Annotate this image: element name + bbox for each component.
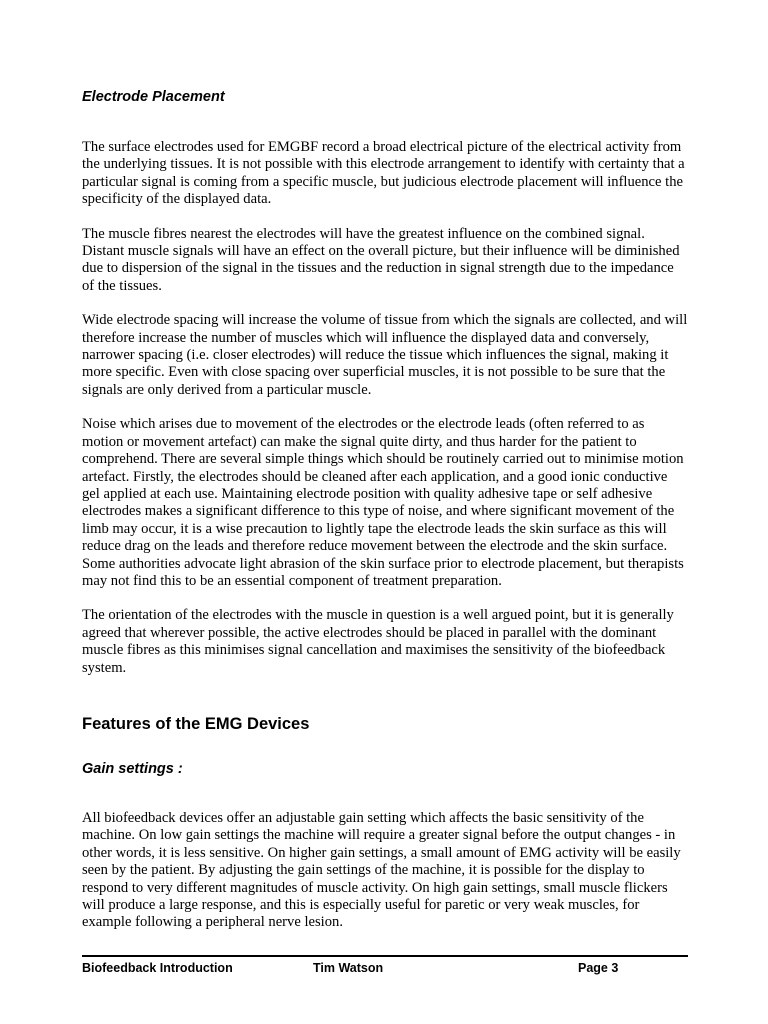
subheading-gain-settings: Gain settings : bbox=[82, 760, 183, 777]
paragraph-motion-artefact: Noise which arises due to movement of the electrodes or the electrode leads (often referred to as motion or movement artefact) can make the signal quite dirty, and thus harder for the patient to comprehend. There are several simple things which should be routinely carried out to minimise motion artefact. Firstly, the electrodes should be cleaned after each application, and a good ionic conductive gel applied at each use. Maintaining electrode position with quality adhesive tape or self adhesive electrodes makes a significant difference to this type of noise, and where significant movement of the limb may occur, it is a wise precaution to lightly tape the electrode leads the skin surface as this will reduce drag on the leads and therefore reduce movement between the electrode and the skin surface. Some authorities advocate light abrasion of the skin surface prior to electrode placement, but therapists may not find this to be an essential component of treatment preparation. bbox=[82, 416, 684, 589]
footer-author: Tim Watson bbox=[313, 961, 384, 975]
footer-page-number: Page 3 bbox=[578, 961, 619, 975]
section-heading-features: Features of the EMG Devices bbox=[82, 714, 310, 733]
footer-title: Biofeedback Introduction bbox=[82, 961, 233, 975]
paragraph-gain-settings: All biofeedback devices offer an adjustable gain setting which affects the basic sensitivity of the machine. On low gain settings the machine will require a greater signal before the output changes - in other words, it is less sensitive. On higher gain settings, a small amount of EMG activity will be easily seen by the patient. By adjusting the gain settings of the machine, it is possible for the display to respond to very different magnitudes of muscle activity. On high gain settings, small muscle flickers will produce a large response, and this is especially useful for paretic or very weak muscles, for example following a peripheral nerve lesion. bbox=[82, 809, 681, 931]
page-content bbox=[82, 88, 688, 932]
paragraph-surface-electrodes: The surface electrodes used for EMGBF record a broad electrical picture of the electrical activity from the underlying tissues. It is not possible with this electrode arrangement to identify with certainty that a particular signal is coming from a specific muscle, but judicious electrode placement will influence the specificity of the displayed data. bbox=[82, 139, 685, 208]
paragraph-electrode-orientation: The orientation of the electrodes with the muscle in question is a well argued point, but it is generally agreed that wherever possible, the active electrodes should be placed in parallel with the dominant muscle fibres as this minimises signal cancellation and maximises the sensitivity of the biofeedback system. bbox=[82, 607, 674, 676]
section-heading-electrode-placement: Electrode Placement bbox=[82, 89, 225, 105]
footer-divider bbox=[82, 955, 688, 957]
paragraph-muscle-fibres: The muscle fibres nearest the electrodes will have the greatest influence on the combined signal. Distant muscle signals will have an effect on the overall picture, but their influence will be diminished due to dispersion of the signal in the tissues and the reduction in signal strength due to the impedance of the tissues. bbox=[82, 225, 680, 294]
paragraph-electrode-spacing: Wide electrode spacing will increase the volume of tissue from which the signals are collected, and will therefore increase the number of muscles which will influence the displayed data and conversely, narrower spacing (i.e. closer electrodes) will reduce the tissue which influences the signal, making it more specific. Even with close spacing over superficial muscles, it is not possible to be sure that the signals are only derived from a particular muscle. bbox=[82, 312, 688, 398]
